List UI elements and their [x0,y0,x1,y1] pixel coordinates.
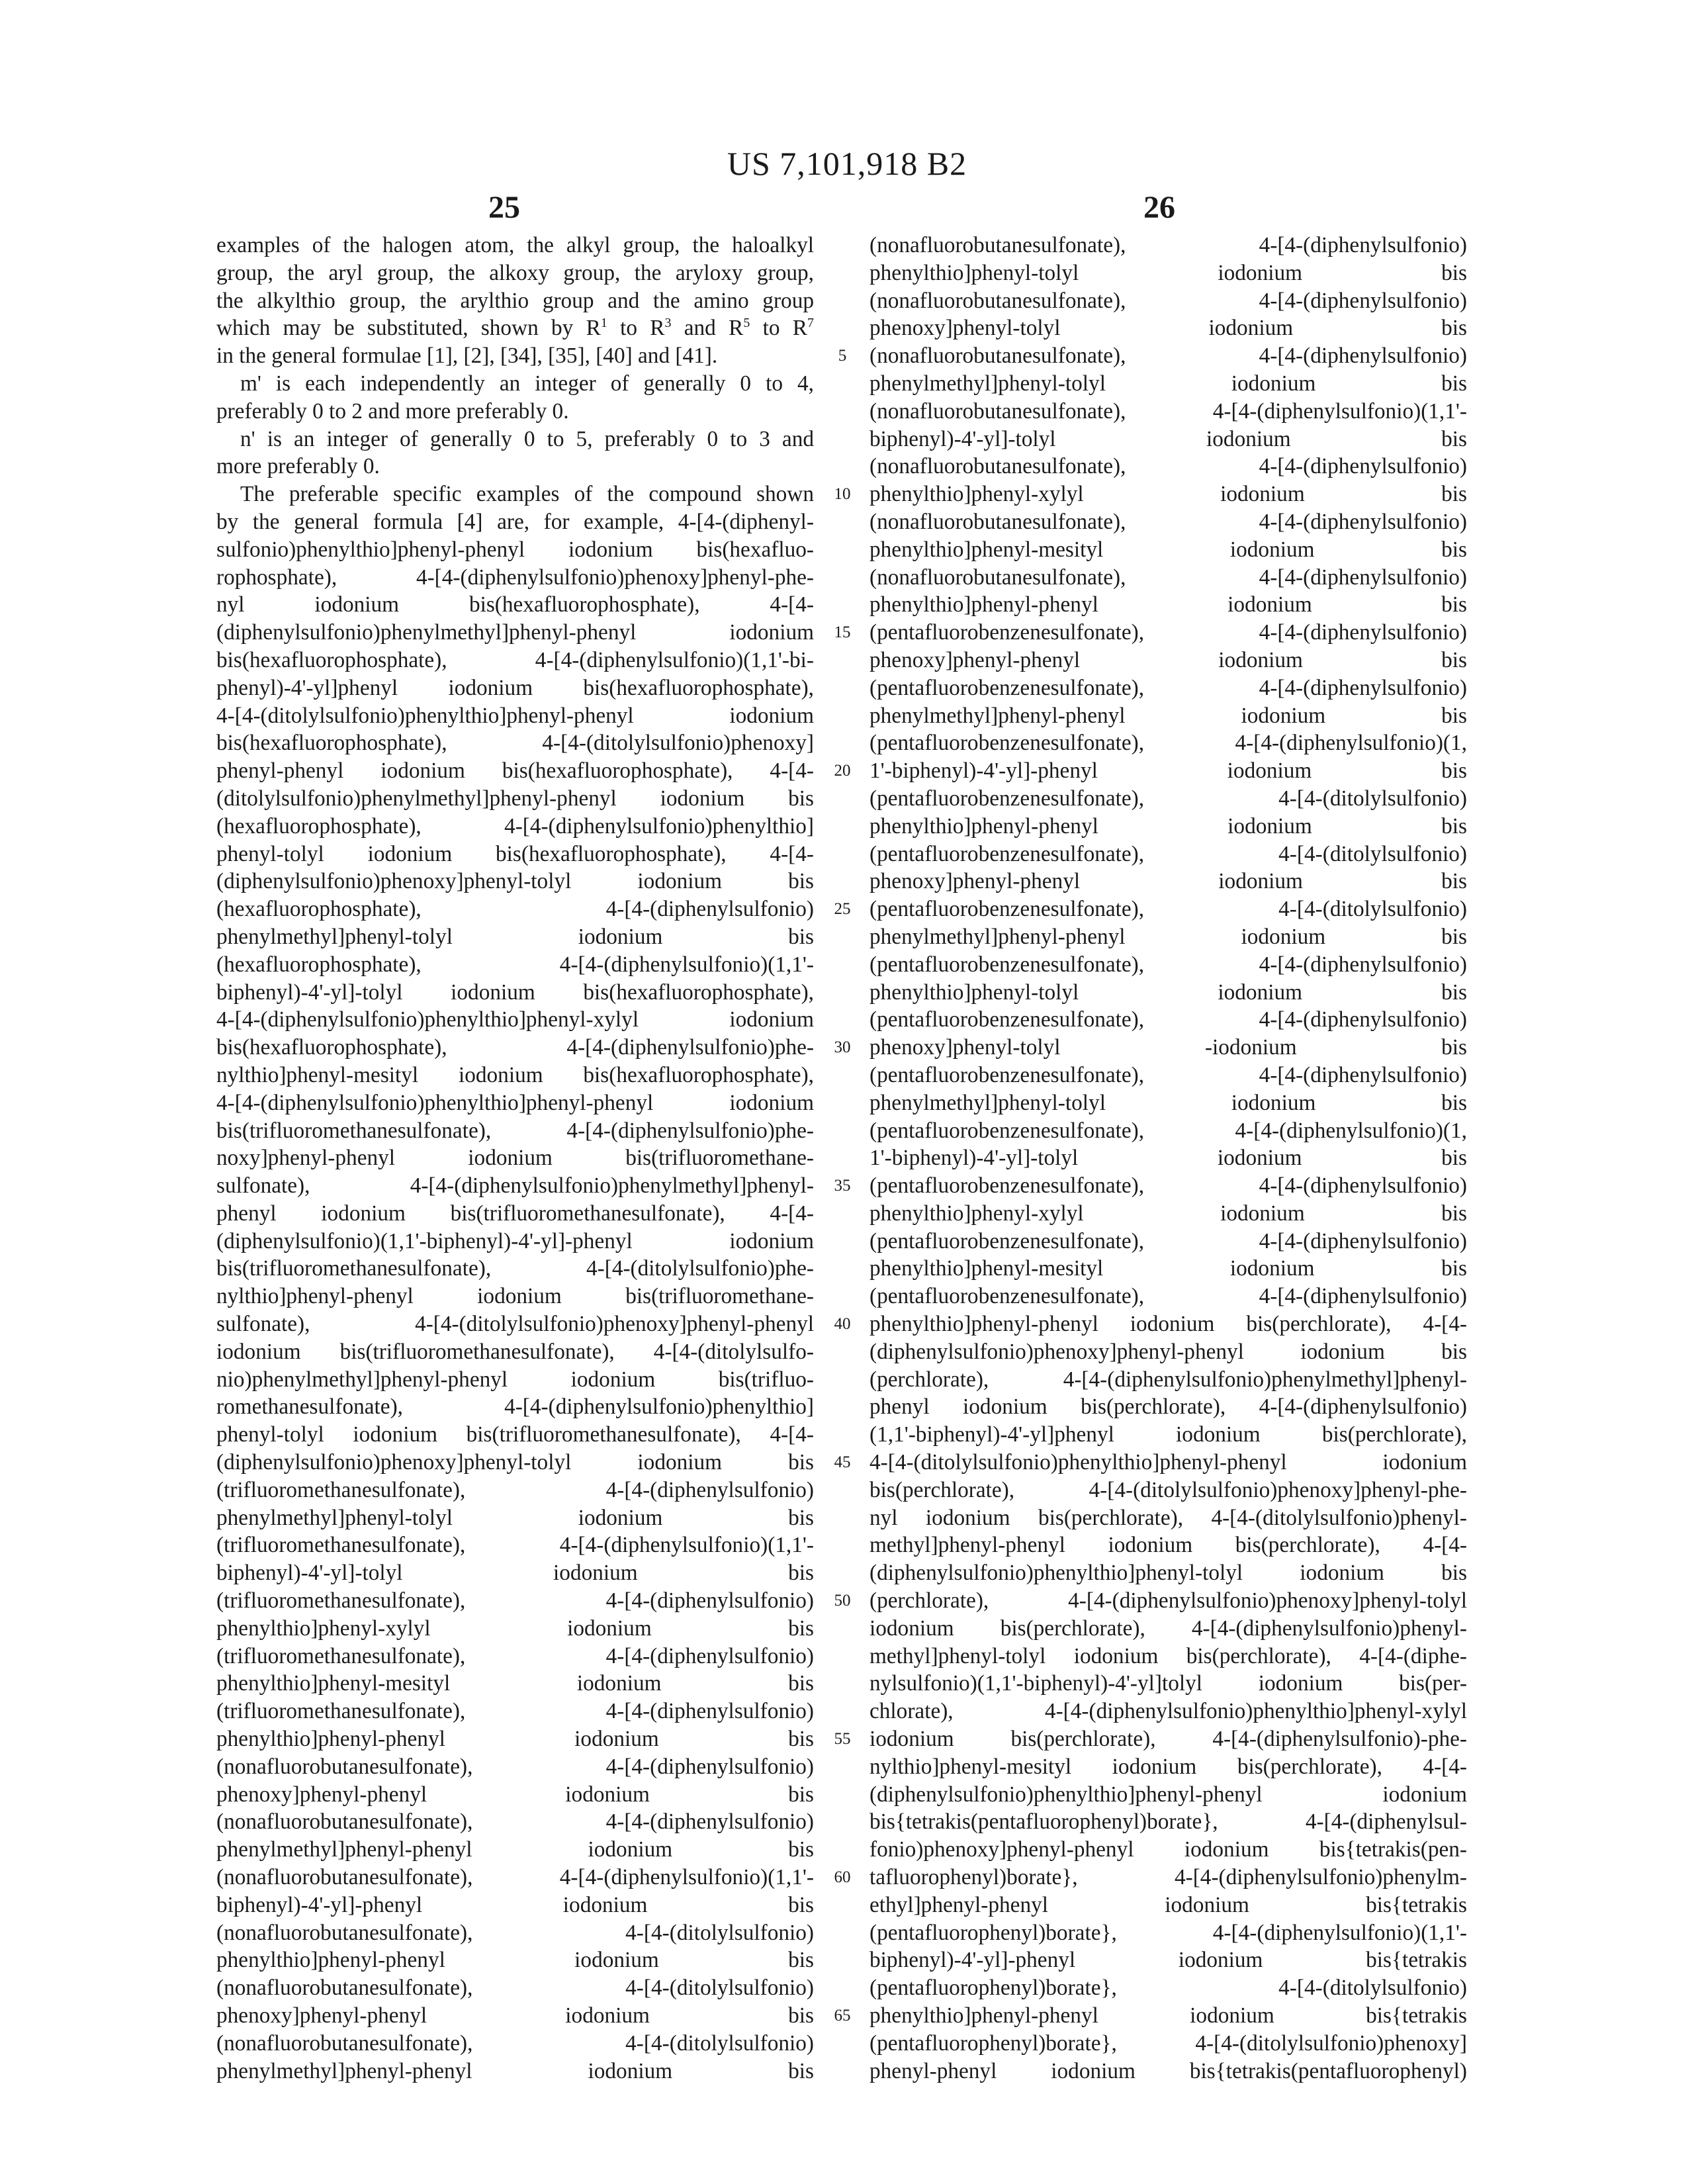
text-line: (nonafluorobutanesulfonate), 4-[4-(diphenylsulfonio) [869,342,1467,370]
text-line: (hexafluorophosphate), 4-[4-(diphenylsulfonio) [216,895,814,923]
text-line: phenylthio]phenyl-phenyl iodonium bis(perchlorate), 4-[4- [869,1310,1467,1338]
text-line: phenoxy]phenyl-phenyl iodonium bis [216,2002,814,2030]
line-number: 55 [827,1725,858,1753]
text-line: bis(hexafluorophosphate), 4-[4-(diphenylsulfonio)(1,1'-bi- [216,647,814,674]
line-number: 5 [827,342,858,370]
text-line: phenylthio]phenyl-phenyl iodonium bis [216,1946,814,1974]
text-line: (nonafluorobutanesulfonate), 4-[4-(diphenylsulfonio) [869,453,1467,480]
text-line: phenylmethyl]phenyl-tolyl iodonium bis [869,1089,1467,1117]
text-line: 4-[4-(ditolylsulfonio)phenylthio]phenyl-phenyl iodonium [216,702,814,730]
text-line: (trifluoromethanesulfonate), 4-[4-(diphenylsulfonio) [216,1477,814,1504]
text-line: (nonafluorobutanesulfonate), 4-[4-(diphenylsulfonio) [216,1753,814,1781]
text-line: nylthio]phenyl-phenyl iodonium bis(trifluoromethane- [216,1283,814,1310]
text-line: iodonium bis(perchlorate), 4-[4-(diphenylsulfonio)phenyl- [869,1615,1467,1643]
text-line: 4-[4-(ditolylsulfonio)phenylthio]phenyl-phenyl iodonium [869,1449,1467,1477]
text-line: phenyl-tolyl iodonium bis(hexafluorophosphate), 4-[4- [216,841,814,868]
text-line: phenylmethyl]phenyl-tolyl iodonium bis [216,1504,814,1532]
text-line: (pentafluorobenzenesulfonate), 4-[4-(diphenylsulfonio) [869,619,1467,647]
text-line: (trifluoromethanesulfonate), 4-[4-(diphenylsulfonio) [216,1698,814,1725]
text-line: (pentafluorobenzenesulfonate), 4-[4-(diphenylsulfonio) [869,1228,1467,1255]
text-line: n' is an integer of generally 0 to 5, preferably 0 to 3 and [216,426,814,453]
text-line: phenyl iodonium bis(perchlorate), 4-[4-(diphenylsulfonio) [869,1393,1467,1421]
text-line: noxy]phenyl-phenyl iodonium bis(trifluoromethane- [216,1144,814,1172]
text-line: phenoxy]phenyl-tolyl iodonium bis [869,314,1467,342]
text-line: (ditolylsulfonio)phenylmethyl]phenyl-phenyl iodonium bis [216,785,814,813]
text-line: in the general formulae [1], [2], [34], [35], [40] and [41]. [216,342,814,370]
text-line: chlorate), 4-[4-(diphenylsulfonio)phenylthio]phenyl-xylyl [869,1698,1467,1725]
text-line: (diphenylsulfonio)phenylthio]phenyl-phenyl iodonium [869,1781,1467,1809]
text-line: biphenyl)-4'-yl]-tolyl iodonium bis [216,1559,814,1587]
text-line: nio)phenylmethyl]phenyl-phenyl iodonium bis(trifluo- [216,1366,814,1394]
text-line: (diphenylsulfonio)phenoxy]phenyl-tolyl iodonium bis [216,1449,814,1477]
text-line: biphenyl)-4'-yl]-tolyl iodonium bis [869,426,1467,453]
text-line: (nonafluorobutanesulfonate), 4-[4-(diphenylsulfonio) [869,508,1467,536]
line-number: 25 [827,895,858,923]
line-number: 10 [827,480,858,508]
text-line: phenylthio]phenyl-phenyl iodonium bis [216,1725,814,1753]
text-line: (nonafluorobutanesulfonate), 4-[4-(diphenylsulfonio)(1,1'- [216,1864,814,1891]
text-line: (nonafluorobutanesulfonate), 4-[4-(diphenylsulfonio) [869,287,1467,315]
text-line: (diphenylsulfonio)phenylthio]phenyl-tolyl iodonium bis [869,1559,1467,1587]
text-line: phenyl-phenyl iodonium bis(hexafluorophosphate), 4-[4- [216,757,814,785]
text-line: phenoxy]phenyl-tolyl -iodonium bis [869,1034,1467,1062]
text-line: phenylmethyl]phenyl-phenyl iodonium bis [216,1836,814,1864]
text-line: (pentafluorophenyl)borate}, 4-[4-(ditolylsulfonio)phenoxy] [869,2030,1467,2058]
text-line: (pentafluorobenzenesulfonate), 4-[4-(diphenylsulfonio)(1, [869,1117,1467,1145]
text-line: sulfonate), 4-[4-(diphenylsulfonio)phenylmethyl]phenyl- [216,1172,814,1200]
text-line: nyl iodonium bis(perchlorate), 4-[4-(ditolylsulfonio)phenyl- [869,1504,1467,1532]
text-line: phenylthio]phenyl-mesityl iodonium bis [216,1670,814,1698]
text-line: nylthio]phenyl-mesityl iodonium bis(perchlorate), 4-[4- [869,1753,1467,1781]
text-line: preferably 0 to 2 and more preferably 0. [216,398,814,426]
text-line: (pentafluorobenzenesulfonate), 4-[4-(diphenylsulfonio) [869,1172,1467,1200]
text-line: (perchlorate), 4-[4-(diphenylsulfonio)phenylmethyl]phenyl- [869,1366,1467,1394]
text-line: nyl iodonium bis(hexafluorophosphate), 4-[4- [216,591,814,619]
text-line: tafluorophenyl)borate}, 4-[4-(diphenylsulfonio)phenylm- [869,1864,1467,1891]
text-line: phenylthio]phenyl-tolyl iodonium bis [869,259,1467,287]
text-line: phenylthio]phenyl-phenyl iodonium bis [869,591,1467,619]
text-line: bis(trifluoromethanesulfonate), 4-[4-(ditolylsulfonio)phe- [216,1255,814,1283]
text-line: iodonium bis(trifluoromethanesulfonate), 4-[4-(ditolylsulfo- [216,1338,814,1366]
left-column [216,232,814,2124]
text-line: (nonafluorobutanesulfonate), 4-[4-(diphenylsulfonio) [216,1808,814,1836]
text-line: 4-[4-(diphenylsulfonio)phenylthio]phenyl-phenyl iodonium [216,1089,814,1117]
text-line: m' is each independently an integer of generally 0 to 4, [216,370,814,398]
text-line: (hexafluorophosphate), 4-[4-(diphenylsulfonio)(1,1'- [216,951,814,979]
text-line: nylthio]phenyl-mesityl iodonium bis(hexafluorophosphate), [216,1062,814,1089]
right-column [869,232,1467,2124]
text-line: (pentafluorobenzenesulfonate), 4-[4-(diphenylsulfonio) [869,674,1467,702]
text-line: methyl]phenyl-tolyl iodonium bis(perchlorate), 4-[4-(diphe- [869,1643,1467,1670]
text-line: which may be substituted, shown by R1 to R3 and R5 to R7 [216,314,814,342]
text-line: (nonafluorobutanesulfonate), 4-[4-(ditolylsulfonio) [216,1974,814,2002]
text-line: 1'-biphenyl)-4'-yl]-phenyl iodonium bis [869,757,1467,785]
text-line: nylsulfonio)(1,1'-biphenyl)-4'-yl]tolyl iodonium bis(per- [869,1670,1467,1698]
text-line: (diphenylsulfonio)(1,1'-biphenyl)-4'-yl]-phenyl iodonium [216,1228,814,1255]
text-line: (pentafluorobenzenesulfonate), 4-[4-(diphenylsulfonio) [869,951,1467,979]
text-line: group, the aryl group, the alkoxy group, the aryloxy group, [216,259,814,287]
text-line: (pentafluorophenyl)borate}, 4-[4-(ditolylsulfonio) [869,1974,1467,2002]
text-line: phenylthio]phenyl-xylyl iodonium bis [869,1200,1467,1228]
text-line: phenoxy]phenyl-phenyl iodonium bis [869,868,1467,895]
text-line: (pentafluorobenzenesulfonate), 4-[4-(diphenylsulfonio) [869,1062,1467,1089]
text-line: (trifluoromethanesulfonate), 4-[4-(diphenylsulfonio) [216,1587,814,1615]
text-line: phenyl iodonium bis(trifluoromethanesulfonate), 4-[4- [216,1200,814,1228]
text-line: (pentafluorobenzenesulfonate), 4-[4-(diphenylsulfonio) [869,1006,1467,1034]
text-line: by the general formula [4] are, for example, 4-[4-(diphenyl- [216,508,814,536]
text-line: (hexafluorophosphate), 4-[4-(diphenylsulfonio)phenylthio] [216,813,814,841]
text-line: phenylthio]phenyl-xylyl iodonium bis [216,1615,814,1643]
line-number: 30 [827,1034,858,1062]
text-line: 1'-biphenyl)-4'-yl]-tolyl iodonium bis [869,1144,1467,1172]
text-line: The preferable specific examples of the compound shown [216,480,814,508]
line-number: 60 [827,1864,858,1891]
line-number: 65 [827,2002,858,2030]
text-line: ethyl]phenyl-phenyl iodonium bis{tetrakis [869,1891,1467,1919]
text-line: romethanesulfonate), 4-[4-(diphenylsulfonio)phenylthio] [216,1393,814,1421]
text-line: phenylthio]phenyl-tolyl iodonium bis [869,979,1467,1007]
text-line: phenylthio]phenyl-mesityl iodonium bis [869,536,1467,564]
text-line: biphenyl)-4'-yl]-phenyl iodonium bis{tetrakis [869,1946,1467,1974]
text-line: fonio)phenoxy]phenyl-phenyl iodonium bis{tetrakis(pen- [869,1836,1467,1864]
text-line: rophosphate), 4-[4-(diphenylsulfonio)phenoxy]phenyl-phe- [216,564,814,592]
text-line: phenylthio]phenyl-phenyl iodonium bis{tetrakis [869,2002,1467,2030]
text-line: phenylmethyl]phenyl-phenyl iodonium bis [216,2058,814,2085]
line-number: 20 [827,757,858,785]
text-line: phenoxy]phenyl-phenyl iodonium bis [216,1781,814,1809]
text-line: phenylmethyl]phenyl-tolyl iodonium bis [869,370,1467,398]
text-line: (pentafluorobenzenesulfonate), 4-[4-(ditolylsulfonio) [869,785,1467,813]
text-line: (diphenylsulfonio)phenoxy]phenyl-tolyl iodonium bis [216,868,814,895]
text-line: phenyl-tolyl iodonium bis(trifluoromethanesulfonate), 4-[4- [216,1421,814,1449]
text-line: bis(trifluoromethanesulfonate), 4-[4-(diphenylsulfonio)phe- [216,1117,814,1145]
line-number: 40 [827,1310,858,1338]
text-line: bis(perchlorate), 4-[4-(ditolylsulfonio)phenoxy]phenyl-phe- [869,1477,1467,1504]
text-line: sulfonate), 4-[4-(ditolylsulfonio)phenoxy]phenyl-phenyl [216,1310,814,1338]
text-line: iodonium bis(perchlorate), 4-[4-(diphenylsulfonio)-phe- [869,1725,1467,1753]
text-line: (pentafluorobenzenesulfonate), 4-[4-(diphenylsulfonio) [869,1283,1467,1310]
line-number: 45 [827,1449,858,1477]
text-line: phenyl)-4'-yl]phenyl iodonium bis(hexafluorophosphate), [216,674,814,702]
text-line: examples of the halogen atom, the alkyl group, the haloalkyl [216,232,814,259]
text-line: phenylthio]phenyl-phenyl iodonium bis [869,813,1467,841]
page-number-right: 26 [1143,189,1175,226]
patent-number: US 7,101,918 B2 [0,144,1694,183]
text-line: (trifluoromethanesulfonate), 4-[4-(diphenylsulfonio)(1,1'- [216,1531,814,1559]
text-line: phenyl-phenyl iodonium bis{tetrakis(pentafluorophenyl) [869,2058,1467,2085]
text-line: (pentafluorobenzenesulfonate), 4-[4-(ditolylsulfonio) [869,841,1467,868]
page-number-left: 25 [488,189,520,226]
text-line: biphenyl)-4'-yl]-phenyl iodonium bis [216,1891,814,1919]
text-line: (trifluoromethanesulfonate), 4-[4-(diphenylsulfonio) [216,1643,814,1670]
text-line: (nonafluorobutanesulfonate), 4-[4-(diphenylsulfonio) [869,564,1467,592]
text-line: (diphenylsulfonio)phenylmethyl]phenyl-phenyl iodonium [216,619,814,647]
line-number: 50 [827,1587,858,1615]
text-line: more preferably 0. [216,453,814,480]
text-line: (pentafluorobenzenesulfonate), 4-[4-(ditolylsulfonio) [869,895,1467,923]
text-line: (nonafluorobutanesulfonate), 4-[4-(ditolylsulfonio) [216,2030,814,2058]
line-number-gutter [827,232,858,2124]
text-line: methyl]phenyl-phenyl iodonium bis(perchlorate), 4-[4- [869,1531,1467,1559]
text-line: (1,1'-biphenyl)-4'-yl]phenyl iodonium bis(perchlorate), [869,1421,1467,1449]
text-line: (pentafluorophenyl)borate}, 4-[4-(diphenylsulfonio)(1,1'- [869,1919,1467,1947]
text-line: bis(hexafluorophosphate), 4-[4-(ditolylsulfonio)phenoxy] [216,729,814,757]
text-line: bis{tetrakis(pentafluorophenyl)borate}, 4-[4-(diphenylsul- [869,1808,1467,1836]
line-number: 35 [827,1172,858,1200]
text-line: (perchlorate), 4-[4-(diphenylsulfonio)phenoxy]phenyl-tolyl [869,1587,1467,1615]
text-line: sulfonio)phenylthio]phenyl-phenyl iodonium bis(hexafluo- [216,536,814,564]
text-line: phenylthio]phenyl-mesityl iodonium bis [869,1255,1467,1283]
line-number: 15 [827,619,858,647]
text-line: (nonafluorobutanesulfonate), 4-[4-(ditolylsulfonio) [216,1919,814,1947]
text-line: phenoxy]phenyl-phenyl iodonium bis [869,647,1467,674]
text-line: (pentafluorobenzenesulfonate), 4-[4-(diphenylsulfonio)(1, [869,729,1467,757]
text-line: bis(hexafluorophosphate), 4-[4-(diphenylsulfonio)phe- [216,1034,814,1062]
text-line: phenylmethyl]phenyl-phenyl iodonium bis [869,702,1467,730]
text-line: (nonafluorobutanesulfonate), 4-[4-(diphenylsulfonio) [869,232,1467,259]
text-line: the alkylthio group, the arylthio group and the amino group [216,287,814,315]
text-line: (nonafluorobutanesulfonate), 4-[4-(diphenylsulfonio)(1,1'- [869,398,1467,426]
text-line: phenylthio]phenyl-xylyl iodonium bis [869,480,1467,508]
text-line: biphenyl)-4'-yl]-tolyl iodonium bis(hexafluorophosphate), [216,979,814,1007]
text-line: 4-[4-(diphenylsulfonio)phenylthio]phenyl-xylyl iodonium [216,1006,814,1034]
text-line: (diphenylsulfonio)phenoxy]phenyl-phenyl iodonium bis [869,1338,1467,1366]
text-line: phenylmethyl]phenyl-tolyl iodonium bis [216,923,814,951]
text-line: phenylmethyl]phenyl-phenyl iodonium bis [869,923,1467,951]
